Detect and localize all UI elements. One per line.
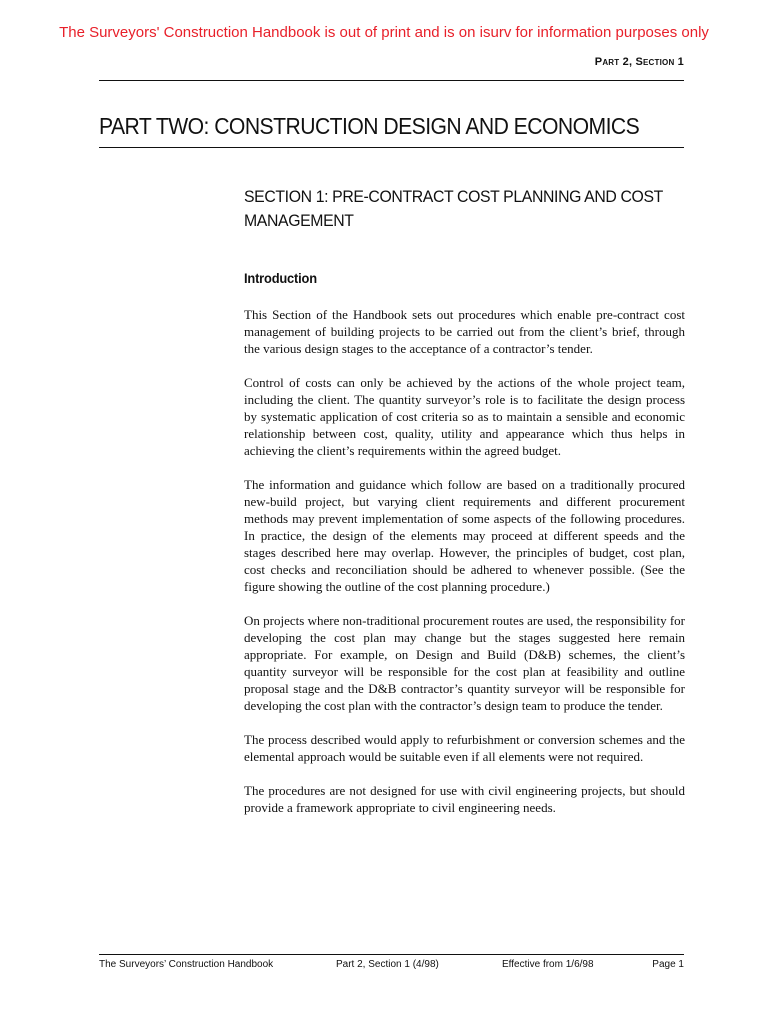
section-title: SECTION 1: PRE-CONTRACT COST PLANNING AND COST MANAGEMENT [244,187,663,230]
paragraph: On projects where non-traditional procurement routes are used, the responsibility for developing the cost plan may change but the stages suggested here remain appropriate. For example, on Design and Build (D&B) schemes, the client’s quantity surveyor will be responsible for the cost plan at feasibility and outline proposal stage and the D&B contractor’s quantity surveyor will be responsible for developing the cost plan with the contractor’s design team to produce the tender. [244,613,685,713]
footer-rule [99,954,684,955]
footer-title: The Surveyors’ Construction Handbook [99,959,274,970]
paragraph: This Section of the Handbook sets out procedures which enable pre-contract cost management of building projects to be carried out from the client’s brief, through the various design stages to the acceptance of a contractor’s tender. [244,307,685,356]
footer-effective-date: Effective from 1/6/98 [502,959,594,970]
body-text [244,306,685,833]
paragraph: Control of costs can only be achieved by the actions of the whole project team, including the client. The quantity surveyor’s role is to facilitate the design process by systematic application of cost criteria so as to maintain a sensible and economic relationship between cost, quality, utility and appearance which thus helps in achieving the client’s requirements within the agreed budget. [244,375,685,458]
part-title-rule [99,147,684,148]
paragraph: The procedures are not designed for use with civil engineering projects, but should provide a framework appropriate to civil engineering needs. [244,783,685,815]
introduction-heading: Introduction [244,270,317,286]
paragraph: The process described would apply to refurbishment or conversion schemes and the elemental approach would be suitable even if all elements were not required. [244,732,685,764]
part-title: PART TWO: CONSTRUCTION DESIGN AND ECONOMICS [99,113,640,139]
footer-section: Part 2, Section 1 (4/98) [336,959,439,970]
paragraph: The information and guidance which follow are based on a traditionally procured new-build project, but varying client requirements and different procurement methods may prevent implementation of some aspects of the following procedures. In practice, the design of the elements may proceed at different speeds and the stages described here may overlap. However, the principles of budget, cost plan, cost checks and reconciliation should be adhered to whenever possible. (See the figure showing the outline of the cost planning procedure.) [244,477,685,594]
header-rule [99,80,684,81]
running-head: Part 2, Section 1 [594,56,684,68]
footer-page-number: Page 1 [652,959,684,970]
out-of-print-notice: The Surveyors' Construction Handbook is out of print and is on isurv for information purposes only [59,24,709,41]
